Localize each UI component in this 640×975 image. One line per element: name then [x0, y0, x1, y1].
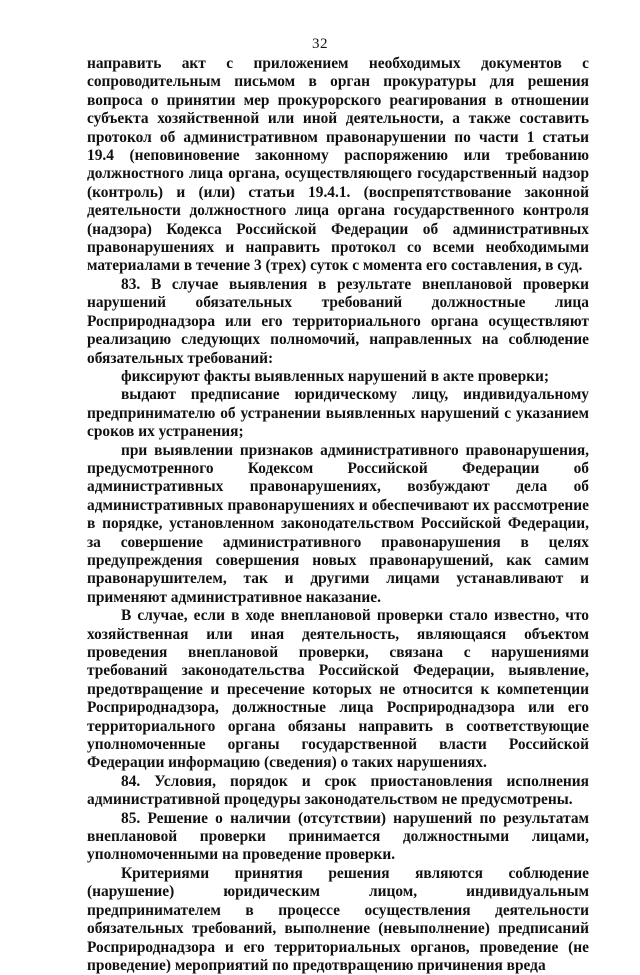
page-number: 32 [312, 36, 328, 52]
paragraph-83-item-order: выдают предписание юридическому лицу, индивидуальному предпринимателю об устранении выявленных нарушений с указанием сроков их устранения; [87, 386, 589, 441]
paragraph-83-item-record: фиксируют факты выявленных нарушений в акте проверки; [121, 367, 550, 385]
paragraph-85-criteria: Критериями принятия решения являются соблюдение (нарушение) юридическим лицом, индивидуальным предпринимателем в процессе осуществления деятельности обязательных требований, выполнение (невыполнение) предписаний Росприроднадзора и его территориальных органов, проведение (не проведение) мероприятий по предотвращению причинения вреда [87, 864, 589, 974]
paragraph-continuation: направить акт с приложением необходимых документов с сопроводительным письмом в орган прокуратуры для решения вопроса о принятии мер прокурорского реагирования в отношении субъекта хозяйственной или иной деятельности, а также составить протокол об административном правонарушении по части 1 статьи 19.4 (неповиновение законному распоряжению или требованию должностного лица органа, осуществляющего государственный надзор (контроль) и (или) статьи 19.4.1. (воспрепятствование законной деятельности должностного лица органа государственного контроля (надзора) Кодекса Российской Федерации об административных правонарушениях и направить протокол со всеми необходимыми материалами в течение 3 (трех) суток с момента его составления, в суд. [87, 55, 589, 275]
document-body [87, 55, 589, 975]
paragraph-83-other-violations: В случае, если в ходе внеплановой проверки стало известно, что хозяйственная или иная деятельность, являющаяся объектом проведения внеплановой проверки, связана с нарушениями требований законодательства Российской Федерации, выявление, предотвращение и пресечение которых не относится к компетенции Росприроднадзора, должностные лица Росприроднадзора или его территориального органа обязаны направить в соответствующие уполномоченные органы государственной власти Российской Федерации информацию (сведения) о таких нарушениях. [87, 607, 589, 772]
paragraph-84: 84. Условия, порядок и срок приостановления исполнения административной процедуры законодательством не предусмотрены. [87, 772, 589, 809]
paragraph-83-item-offense: при выявлении признаков административного правонарушения, предусмотренного Кодексом Российской Федерации об административных правонарушениях, возбуждают дела об административных правонарушениях и обеспечивают их рассмотрение в порядке, установленном законодательством Российской Федерации, за совершение административного правонарушения в целях предупреждения совершения новых правонарушений, как самим правонарушителем, так и другими лицами устанавливают и применяют административное наказание. [87, 441, 589, 606]
paragraph-85: 85. Решение о наличии (отсутствии) нарушений по результатам внеплановой проверки принимается должностными лицами, уполномоченными на проведение проверки. [87, 809, 589, 864]
paragraph-83: 83. В случае выявления в результате внеплановой проверки нарушений обязательных требований должностные лица Росприроднадзора или его территориального органа осуществляют реализацию следующих полномочий, направленных на соблюдение обязательных требований: [87, 275, 589, 367]
